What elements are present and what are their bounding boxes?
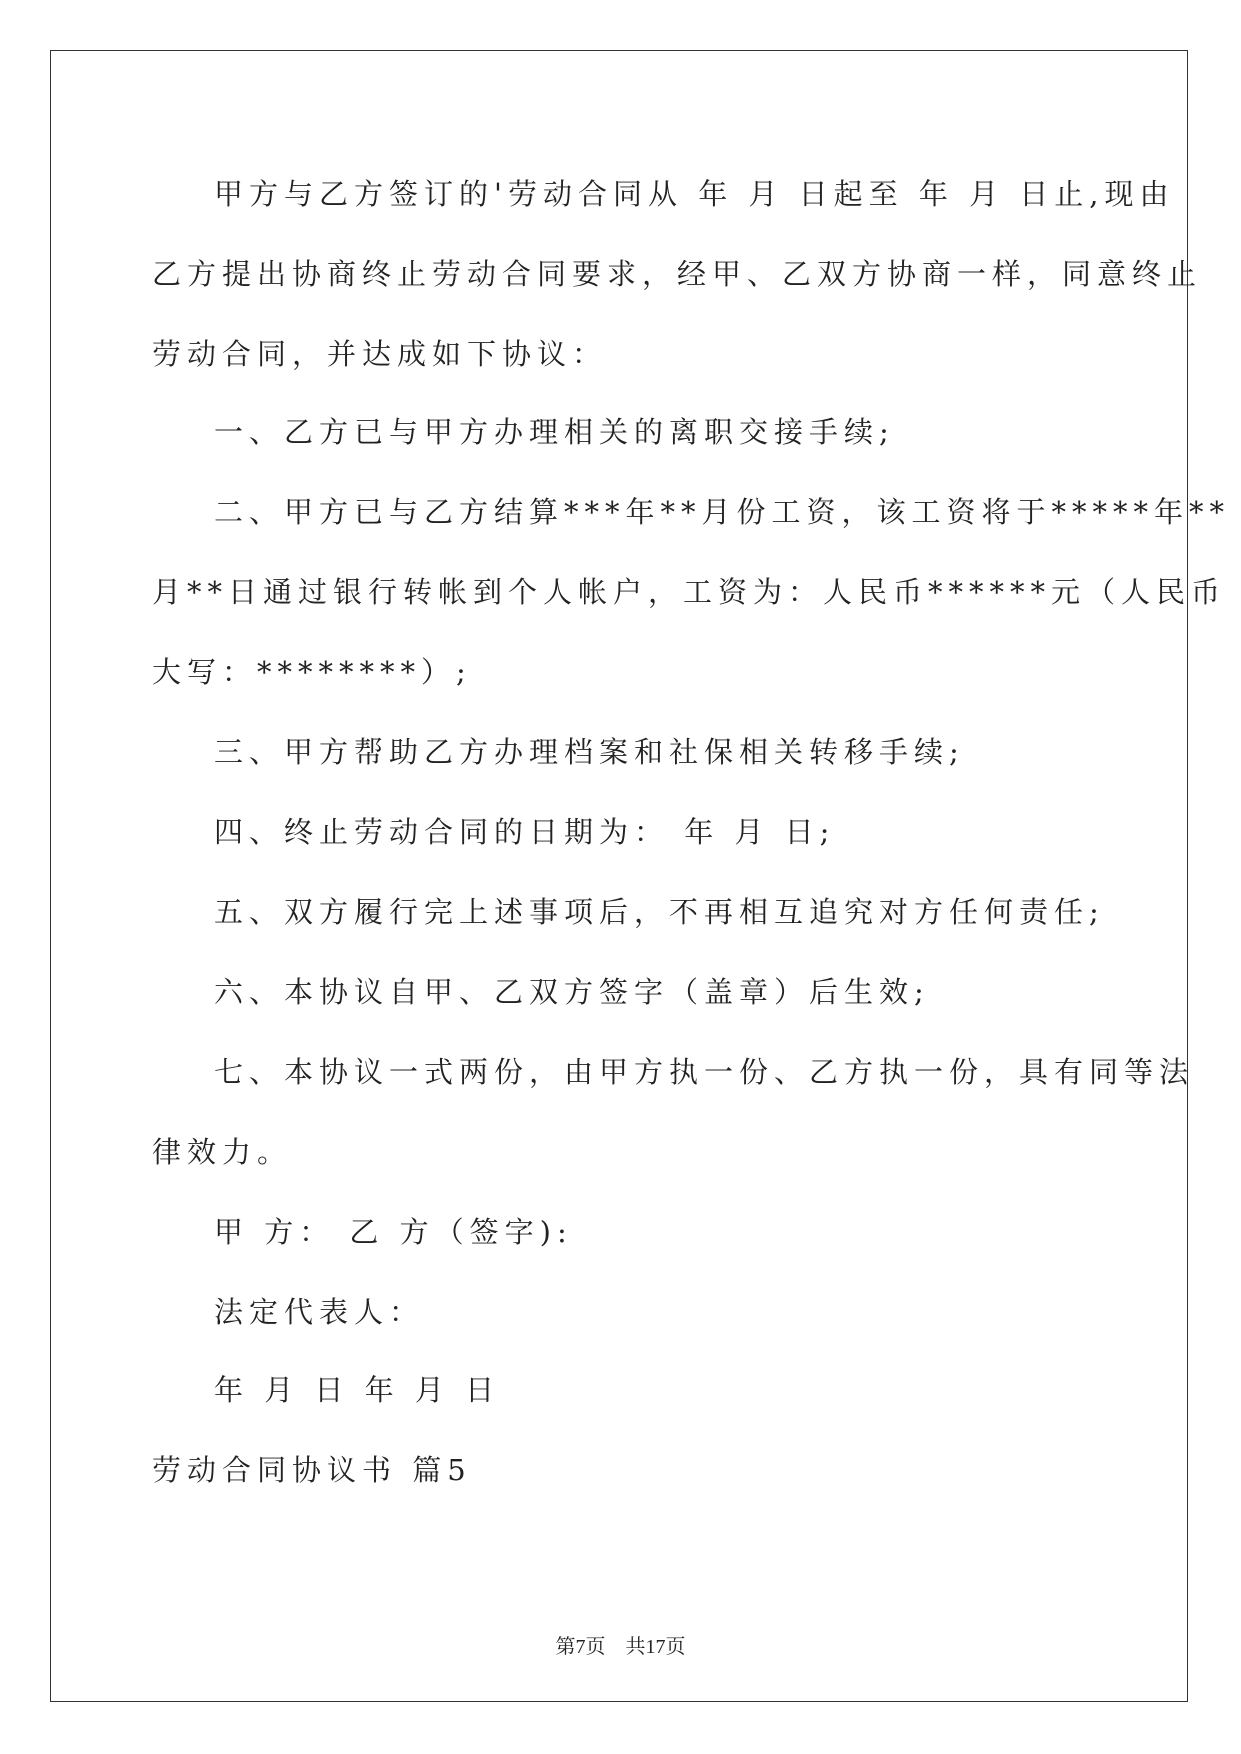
paragraph-line: 乙方提出协商终止劳动合同要求，经甲、乙双方协商一样，同意终止 — [152, 257, 1203, 291]
paragraph-line: 六、本协议自甲、乙双方签字（盖章）后生效; — [214, 975, 930, 1009]
page-number: 第7页 共17页 — [555, 1636, 686, 1658]
paragraph-line: 二、甲方已与乙方结算***年**月份工资，该工资将于*****年** — [214, 495, 1231, 529]
paragraph-line: 四、终止劳动合同的日期为： 年 月 日; — [214, 815, 836, 849]
paragraph-line: 七、本协议一式两份，由甲方执一份、乙方执一份，具有同等法 — [214, 1055, 1195, 1089]
paragraph-line: 大写：********）; — [152, 655, 472, 689]
section-heading: 劳动合同协议书 篇5 — [152, 1453, 472, 1487]
paragraph-line: 律效力。 — [152, 1135, 293, 1169]
signature-line: 甲 方： 乙 方（签字): — [214, 1215, 573, 1249]
paragraph-line: 三、甲方帮助乙方办理档案和社保相关转移手续; — [214, 735, 965, 769]
signature-line: 法定代表人： — [214, 1295, 425, 1329]
paragraph-line: 一、乙方已与甲方办理相关的离职交接手续; — [214, 415, 895, 449]
paragraph-line: 五、双方履行完上述事项后，不再相互追究对方任何责任; — [214, 895, 1105, 929]
paragraph-line: 劳动合同，并达成如下协议： — [152, 337, 608, 371]
date-line: 年 月 日 年 月 日 — [214, 1373, 501, 1407]
paragraph-line: 甲方与乙方签订的'劳动合同从 年 月 日起至 年 月 日止,现由 — [214, 177, 1175, 211]
paragraph-line: 月**日通过银行转帐到个人帐户，工资为：人民币******元（人民币 — [152, 575, 1227, 609]
